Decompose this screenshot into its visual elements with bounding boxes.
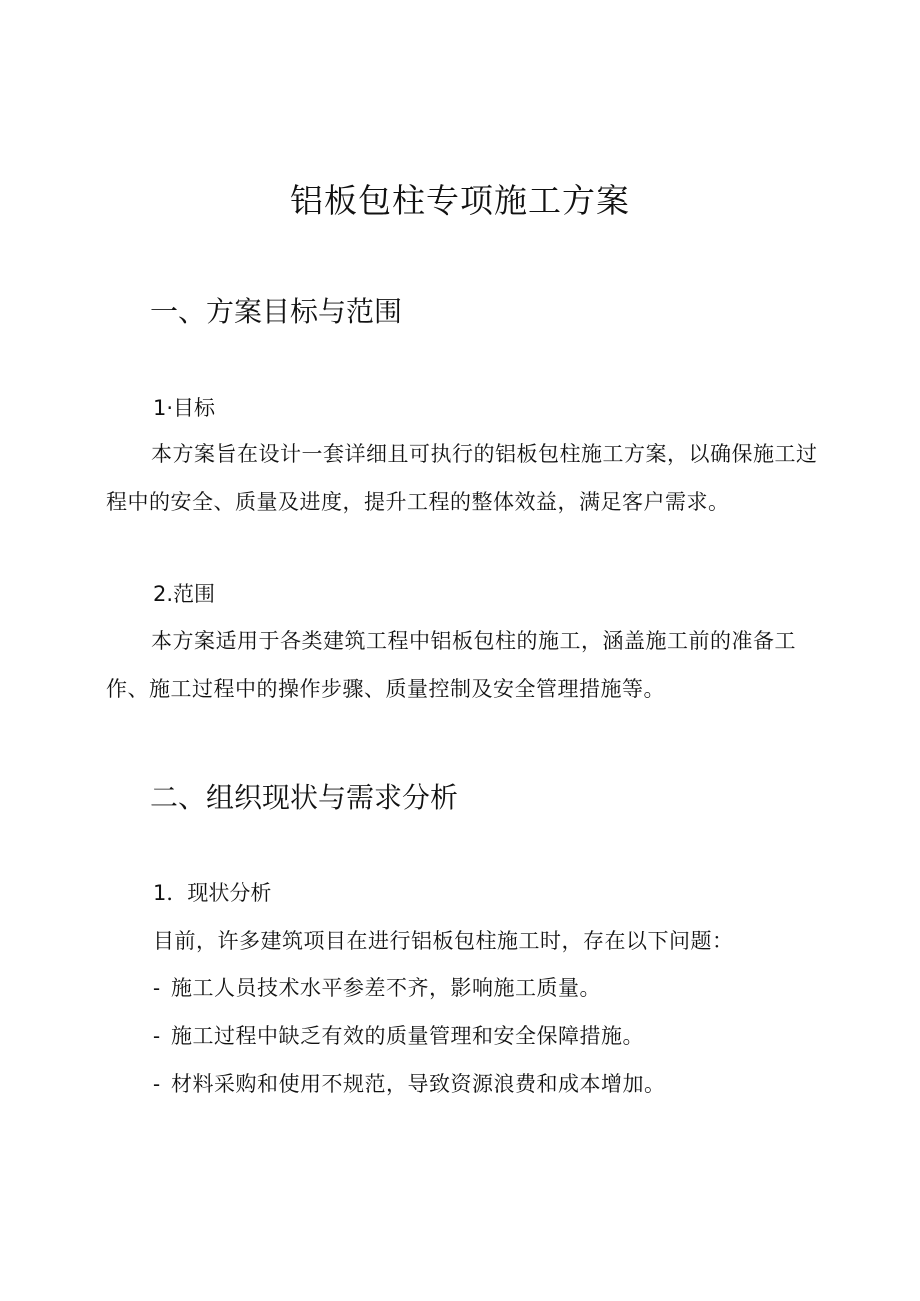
paragraph-goal: 本方案旨在设计一套详细且可执行的铝板包柱施工方案，以确保施工过程中的安全、质量及进度，提升工程的整体效益，满足客户需求。 [106, 442, 818, 514]
subsection-heading-goal: 1·目标 [153, 396, 216, 420]
list-item-text: 施工过程中缺乏有效的质量管理和安全保障措施。 [171, 1024, 644, 1048]
list-marker: - [153, 1024, 161, 1048]
list-item-text: 施工人员技术水平参差不齐，影响施工质量。 [171, 976, 601, 1000]
paragraph-scope: 本方案适用于各类建筑工程中铝板包柱的施工，涵盖施工前的准备工作、施工过程中的操作步骤、质量控制及安全管理措施等。 [106, 629, 796, 701]
section-heading-1: 一、方案目标与范围 [150, 295, 403, 328]
subsection-heading-status: 1．现状分析 [153, 881, 272, 905]
section-heading-2: 二、组织现状与需求分析 [150, 781, 459, 814]
list-marker: - [153, 976, 161, 1000]
document-title: 铝板包柱专项施工方案 [290, 181, 630, 220]
list-item [153, 972, 601, 1004]
list-item-text: 材料采购和使用不规范，导致资源浪费和成本增加。 [171, 1072, 666, 1096]
status-intro: 目前，许多建筑项目在进行铝板包柱施工时，存在以下问题： [153, 929, 734, 953]
list-item [153, 1020, 644, 1052]
list-item [153, 1068, 666, 1100]
subsection-heading-scope: 2.范围 [153, 582, 216, 606]
list-marker: - [153, 1072, 161, 1096]
